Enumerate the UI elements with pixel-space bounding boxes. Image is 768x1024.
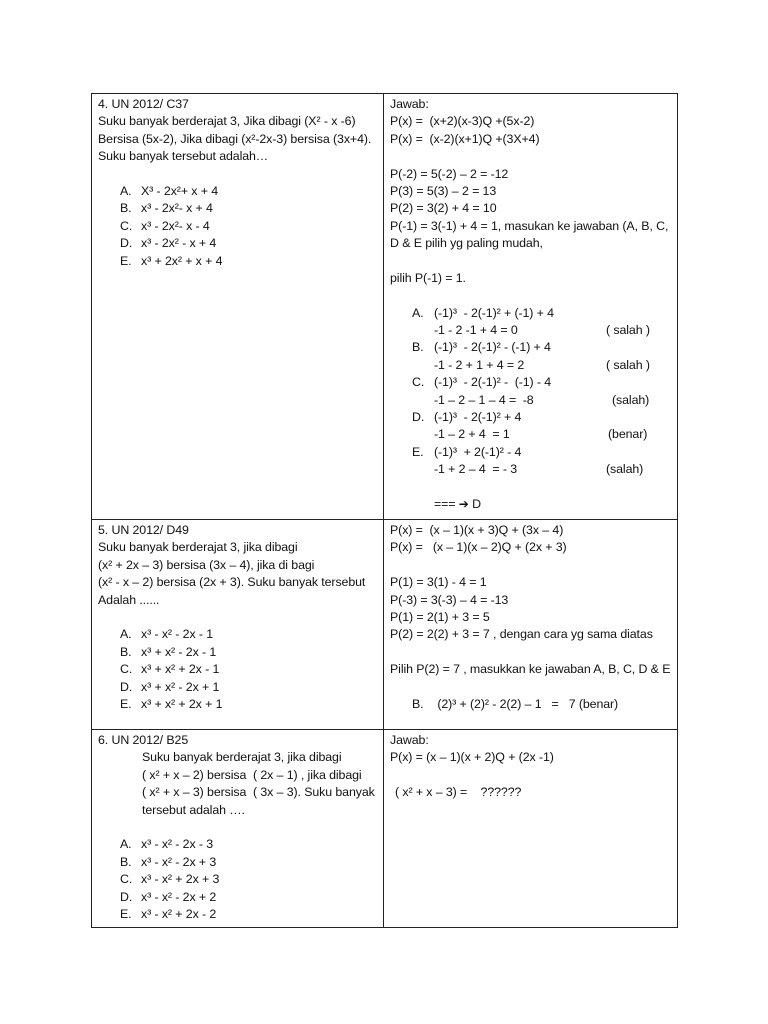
calc-line: D & E pilih yg paling mudah, [390, 236, 543, 251]
check-option-b: B. (-1)³ - 2(-1)² - (-1) + 4 [412, 340, 551, 355]
check-result: -1 – 2 – 1 – 4 = -8 (salah) [390, 392, 672, 409]
check-result: -1 - 2 + 1 + 4 = 2 ( salah ) [390, 357, 672, 374]
verdict-label: (salah) [612, 392, 650, 407]
problem-row-4 [92, 94, 678, 520]
equation-line: P(x) = (x – 1)(x – 2)Q + (2x + 3) [390, 540, 567, 555]
answer-option: B. x³ + x² - 2x - 1 [120, 644, 217, 659]
check-result: -1 + 2 – 4 = - 3 (salah) [390, 461, 672, 478]
question-text: (x² - x – 2) bersisa (2x + 3). Suku banyak tersebut [98, 575, 366, 590]
calc-line: P(-3) = 3(-3) – 4 = -13 [390, 592, 509, 607]
equation-line: P(x) = (x – 1)(x + 2)Q + (2x -1) [390, 750, 554, 765]
answer-cell-4 [384, 94, 678, 520]
problem-table [91, 93, 678, 928]
question-text: Suku banyak tersebut adalah… [98, 149, 269, 164]
question-text: Suku banyak berderajat 3, jika dibagi [98, 540, 298, 555]
equation-line: P(x) = (x – 1)(x + 3)Q + (3x – 4) [390, 523, 564, 537]
check-option-b: B. (2)³ + (2)² - 2(2) – 1 = 7 (benar) [412, 696, 619, 711]
question-text: Suku banyak berderajat 3, jika dibagi [142, 750, 342, 765]
equation-line: P(x) = (x+2)(x-3)Q +(5x-2) [390, 114, 535, 129]
calc-line: P(2) = 3(2) + 4 = 10 [390, 201, 497, 216]
check-option-c: C. (-1)³ - 2(-1)² - (-1) - 4 [412, 375, 552, 390]
question-text: tersebut adalah …. [142, 802, 245, 817]
answer-option: D. x³ - 2x² - x + 4 [120, 236, 217, 251]
question-cell-5 [92, 520, 384, 730]
answer-option: B. x³ - 2x²- x + 4 [120, 201, 213, 216]
calc-line: P(-2) = 5(-2) – 2 = -12 [390, 166, 509, 181]
verdict-label: ( salah ) [606, 357, 650, 372]
question-text: ( x² + x – 3) bersisa ( 3x – 3). Suku banyak [142, 785, 375, 800]
check-option-a: A. (-1)³ - 2(-1)² + (-1) + 4 [412, 305, 554, 320]
verdict-label: (benar) [608, 427, 648, 442]
question-text: Suku banyak berderajat 3, Jika dibagi (X² - x -6) [98, 114, 356, 129]
pick-line: Pilih P(2) = 7 , masukkan ke jawaban A, B, C, D & E [390, 662, 671, 677]
equation-line: P(x) = (x-2)(x+1)Q +(3X+4) [390, 131, 540, 146]
answer-cell-5 [384, 520, 678, 730]
answer-option: A. x³ - x² - 2x - 1 [120, 627, 214, 642]
question-title: 5. UN 2012/ D49 [98, 523, 189, 537]
question-text: (x² + 2x – 3) bersisa (3x – 4), jika di bagi [98, 557, 315, 572]
question-text: ( x² + x – 2) bersisa ( 2x – 1) , jika dibagi [142, 767, 362, 782]
verdict-label: ( salah ) [606, 323, 650, 338]
calc-line: P(3) = 5(3) – 2 = 13 [390, 183, 497, 198]
calc-line: P(2) = 2(2) + 3 = 7 , dengan cara yg sama diatas [390, 627, 653, 642]
arrow-right-icon: ➔ [458, 496, 469, 511]
check-result: -1 - 2 -1 + 4 = 0 ( salah ) [390, 322, 672, 339]
answer-option: D. x³ - x² - 2x + 2 [120, 889, 217, 904]
answer-option: C. x³ + x² + 2x - 1 [120, 662, 220, 677]
calc-line: P(1) = 2(1) + 3 = 5 [390, 609, 490, 624]
answer-option: C. x³ - 2x²- x - 4 [120, 218, 210, 233]
answer-option: A. X³ - 2x²+ x + 4 [120, 183, 219, 198]
problem-row-5 [92, 520, 678, 730]
check-result: -1 – 2 + 4 = 1 (benar) [390, 426, 672, 443]
answer-header: Jawab: [390, 733, 429, 747]
question-cell-4 [92, 94, 384, 520]
question-text: Bersisa (5x-2), Jika dibagi (x²-2x-3) bersisa (3x+4). [98, 131, 372, 146]
answer-option: B. x³ - x² - 2x + 3 [120, 854, 217, 869]
pick-line: pilih P(-1) = 1. [390, 270, 466, 285]
answer-option: D. x³ + x² - 2x + 1 [120, 679, 220, 694]
unknown-line: ( x² + x – 3) = ?????? [395, 785, 522, 800]
answer-option: E. x³ + x² + 2x + 1 [120, 696, 223, 711]
answer-cell-6 [384, 730, 678, 928]
question-text: Adalah ...... [98, 592, 160, 607]
verdict-label: (salah) [606, 462, 644, 477]
question-cell-6 [92, 730, 384, 928]
answer-option: C. x³ - x² + 2x + 3 [120, 872, 220, 887]
question-title: 4. UN 2012/ C37 [98, 97, 189, 111]
answer-option: E. x³ + 2x² + x + 4 [120, 253, 223, 268]
problem-row-6 [92, 730, 678, 928]
answer-header: Jawab: [390, 97, 429, 111]
calc-line: P(-1) = 3(-1) + 4 = 1, masukan ke jawaban (A, B, C, [390, 218, 669, 233]
calc-line: P(1) = 3(1) - 4 = 1 [390, 575, 487, 590]
check-option-d: D. (-1)³ - 2(-1)² + 4 [412, 410, 522, 425]
answer-option: E. x³ - x² + 2x - 2 [120, 906, 217, 921]
conclusion-line: === ➔ D [434, 496, 481, 511]
answer-option: A. x³ - x² - 2x - 3 [120, 837, 214, 852]
check-option-e: E. (-1)³ + 2(-1)² - 4 [412, 444, 522, 459]
question-title: 6. UN 2012/ B25 [98, 733, 189, 747]
